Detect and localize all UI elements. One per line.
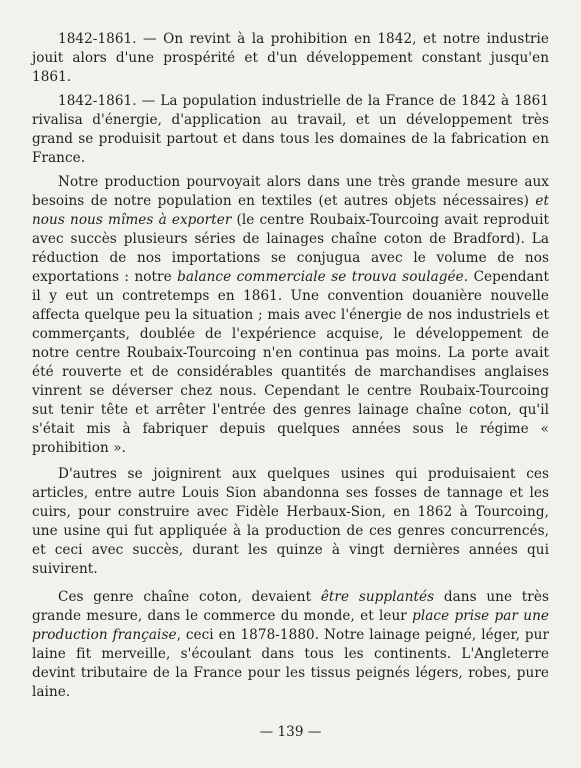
paragraph-5 (32, 588, 549, 702)
paragraph-text: , ceci en 1878-1880. Notre lainage peigné, léger, pur laine fit merveille, s'écoulant dans tous les continents. L'Angleterre devint tributaire de la France pour les tissus peignés légers, robes, pure laine. (32, 627, 550, 700)
emphasis-text: et nous nous mîmes à exporter (32, 193, 549, 228)
paragraph-text: Notre production pourvoyait alors dans une très grande mesure aux besoins de notre population en textiles (et autres objets nécessaires) (32, 174, 549, 209)
emphasis-text: être supplantés (320, 589, 435, 605)
body-text (32, 30, 549, 702)
paragraph-text: Ces genre chaîne coton, devaient (58, 589, 321, 605)
page-number: — 139 — (259, 724, 322, 740)
emphasis-text: place prise par une production française (32, 608, 549, 643)
paragraph-text: 1842-1861. — On revint à la prohibition en 1842, et notre industrie jouit alors d'une prospérité et d'un développement constant jusqu'en 1861. (32, 31, 549, 85)
paragraph-1 (32, 30, 549, 87)
paragraph-text: dans une très grande mesure, dans le commerce du monde, et leur (32, 589, 549, 624)
paragraph-text: 1842-1861. — La population industrielle de la France de 1842 à 1861 rivalisa d'énergie, d'application au travail, et un développement très grand se produisit partout et dans tous les domaines de la fabrication en France. (32, 93, 549, 166)
paragraph-text: D'autres se joignirent aux quelques usines qui produisaient ces articles, entre autre Louis Sion abandonna ses fosses de tannage et les cuirs, pour construire avec Fidèle Herbaux-Sion, en 1862 à Tourcoing, une usine qui fut appliquée à la production de ces genres concurrencés, et ceci avec succès, durant les quinze à vingt dernières années qui suivirent. (32, 466, 549, 577)
paragraph-text: (le centre Roubaix-Tourcoing avait reproduit avec succès plusieurs séries de lainages chaîne coton de Bradford). La réduction de nos importations se conjugua avec le volume de nos exportations : notre (32, 212, 550, 285)
paragraph-3 (32, 173, 549, 458)
paragraph-4 (32, 465, 549, 579)
paragraph-2 (32, 92, 549, 168)
emphasis-text: balance commerciale se trouva soulagée (177, 269, 464, 285)
paragraph-text: . Cependant il y eut un contretemps en 1861. Une convention douanière nouvelle affecta quelque peu la situation ; mais avec l'énergie de nos industriels et commerçants, doublée de l'expérience acquise, le développement de notre centre Roubaix-Tourcoing n'en continua pas moins. La porte avait été rouverte et de considérables quantités de marchandises anglaises vinrent se déverser chez nous. Cependant le centre Roubaix-Tourcoing sut tenir tête et arrêter l'entrée des genres lainage chaîne coton, qu'il s'était mis à fabriquer depuis quelques années sous le régime « prohibition ». (32, 269, 549, 456)
